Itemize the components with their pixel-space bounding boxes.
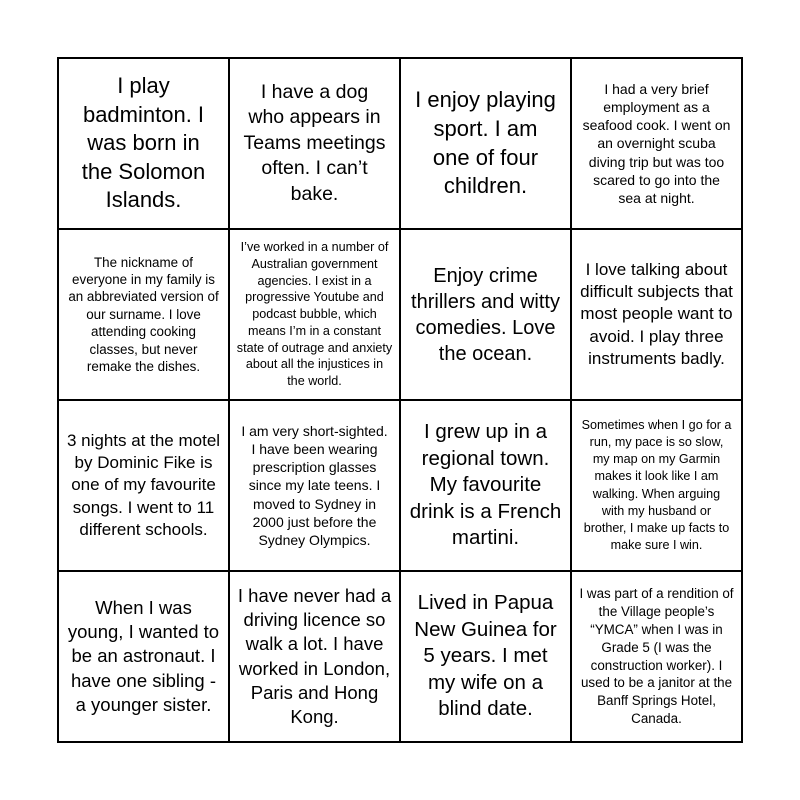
bingo-cell[interactable] — [400, 229, 571, 400]
bingo-cell[interactable] — [229, 58, 400, 229]
bingo-card — [57, 57, 743, 743]
bingo-cell-text: Lived in Papua New Guinea for 5 years. I met my wife on a blind date. — [414, 590, 557, 721]
bingo-cell[interactable] — [571, 58, 742, 229]
bingo-cell[interactable] — [58, 229, 229, 400]
bingo-cell[interactable] — [58, 58, 229, 229]
bingo-cell-text: I play badminton. I was born in the Solomon Islands. — [81, 73, 206, 213]
bingo-cell-text: I am very short-sighted. I have been wearing prescription glasses since my late teens. I moved to Sydney in 2000 just before the Sydney Olympics. — [241, 422, 388, 548]
bingo-cell-text: I was part of a rendition of the Village people’s “YMCA” when I was in Grade 5 (I was the construction worker). I used to be a janitor at the Banff Springs Hotel, Canada. — [579, 586, 734, 726]
bingo-cell[interactable] — [400, 400, 571, 571]
bingo-cell[interactable] — [400, 58, 571, 229]
bingo-cell-text: I have never had a driving licence so walk a lot. I have worked in London, Paris and Hong Kong. — [237, 585, 392, 727]
bingo-cell-text: I have a dog who appears in Teams meetings often. I can’t bake. — [243, 81, 386, 205]
bingo-cell[interactable] — [229, 571, 400, 742]
bingo-cell-text: I enjoy playing sport. I am one of four children. — [415, 87, 556, 199]
bingo-cell-text: Enjoy crime thrillers and witty comedies. Love the ocean. — [411, 264, 560, 365]
bingo-cell-text: 3 nights at the motel by Dominic Fike is one of my favourite songs. I went to 11 different schools. — [66, 431, 221, 539]
bingo-cell-text: I grew up in a regional town. My favourite drink is a French martini. — [409, 419, 562, 550]
bingo-cell[interactable] — [58, 400, 229, 571]
bingo-cell-text: Sometimes when I go for a run, my pace is so slow, my map on my Garmin makes it look like I am walking. When arguing with my husband or brother, I make up facts to make sure I win. — [581, 417, 732, 553]
bingo-cell[interactable] — [229, 400, 400, 571]
bingo-cell[interactable] — [571, 400, 742, 571]
bingo-cell-text: When I was young, I wanted to be an astronaut. I have one sibling - a younger sister. — [67, 597, 220, 715]
bingo-cell[interactable] — [571, 229, 742, 400]
bingo-cell-text: I’ve worked in a number of Australian government agencies. I exist in a progressive Youtube and podcast bubble, which means I’m in a constant state of outrage and anxiety about all the injustices in the world. — [236, 240, 393, 389]
bingo-cell[interactable] — [58, 571, 229, 742]
bingo-cell-text: I love talking about difficult subjects that most people want to avoid. I play three instruments badly. — [580, 260, 733, 368]
bingo-cell-text: The nickname of everyone in my family is an abbreviated version of our surname. I love attending cooking classes, but never remake the dishes. — [68, 254, 219, 375]
bingo-cell[interactable] — [229, 229, 400, 400]
bingo-cell[interactable] — [400, 571, 571, 742]
bingo-cell[interactable] — [571, 571, 742, 742]
bingo-cell-text: I had a very brief employment as a seafood cook. I went on an overnight scuba diving trip but was too scared to go into the sea at night. — [582, 80, 731, 206]
